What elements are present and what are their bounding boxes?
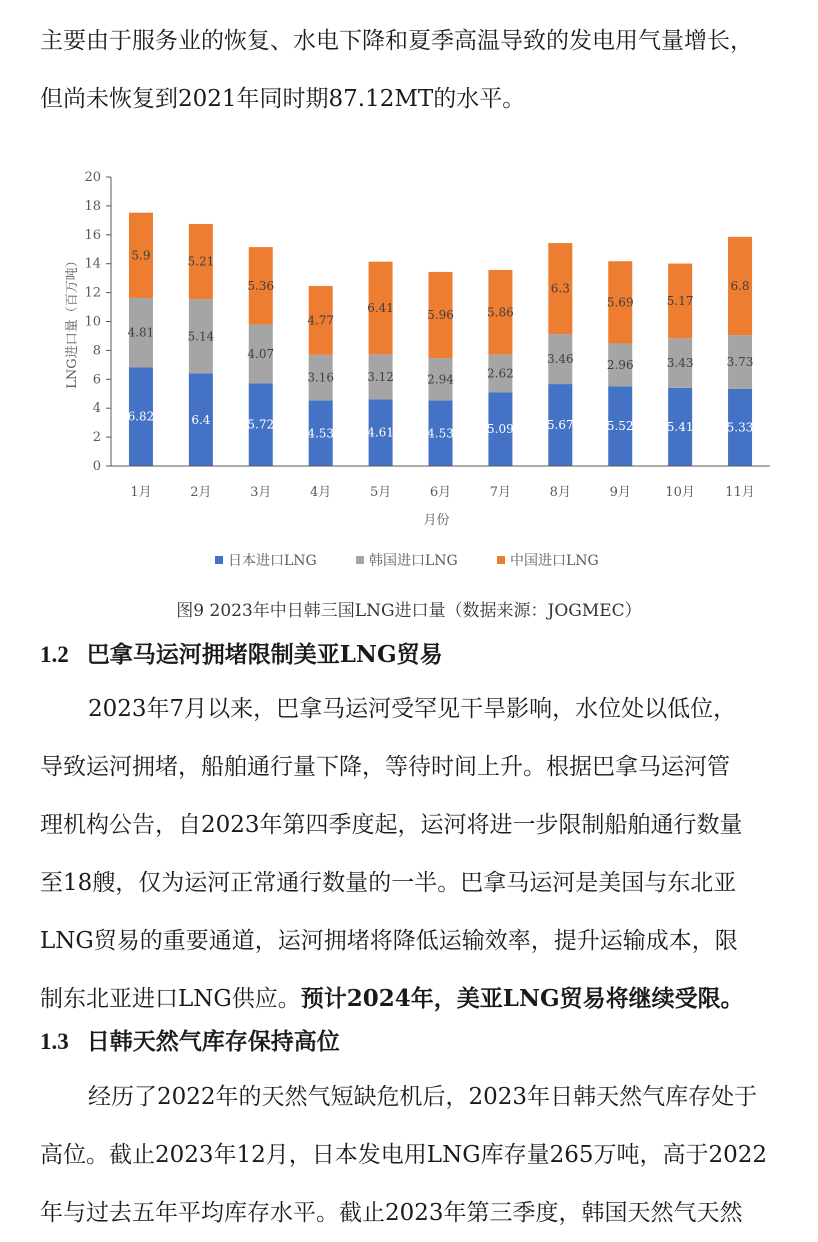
- data-label: 4.81: [127, 325, 155, 340]
- y-tick-label: 18: [84, 198, 101, 214]
- x-tick-label: 5月: [369, 485, 392, 500]
- section-1-2-heading: [40, 636, 443, 669]
- y-tick-label: 20: [84, 170, 101, 185]
- x-tick-label: 9月: [609, 485, 631, 500]
- data-label: 5.36: [247, 278, 275, 293]
- y-tick-label: 6: [92, 372, 101, 388]
- data-label: 5.67: [546, 418, 574, 433]
- section-1-2-line-2: 导致运河拥堵，船舶通行量下降，等待时间上升。根据巴拿马运河管: [40, 754, 730, 780]
- data-label: 6.8: [730, 278, 750, 293]
- data-label: 5.86: [487, 305, 514, 320]
- x-tick-label: 8月: [549, 485, 571, 500]
- legend-label: 中国进口LNG: [510, 553, 599, 569]
- data-label: 3.12: [367, 369, 394, 384]
- data-label: 4.61: [367, 425, 394, 440]
- legend-swatch: [497, 556, 505, 564]
- x-tick-label: 4月: [310, 485, 332, 500]
- section-1-3-paragraph: [40, 1068, 790, 1242]
- legend-label: 韩国进口LNG: [369, 553, 458, 569]
- data-label: 3.73: [726, 355, 754, 370]
- data-label: 4.07: [247, 346, 275, 361]
- y-tick-label: 2: [92, 430, 101, 446]
- data-label: 5.72: [247, 417, 275, 432]
- data-label: 5.69: [606, 295, 634, 310]
- y-tick-label: 8: [92, 343, 101, 359]
- data-label: 2.62: [487, 366, 514, 381]
- section-1-2-line-6-normal: 制东北亚进口LNG供应。: [40, 986, 301, 1012]
- y-tick-label: 12: [84, 285, 101, 301]
- section-1-2-paragraph: [40, 680, 790, 1028]
- x-tick-label: 7月: [489, 485, 512, 500]
- lng-import-chart: [0, 150, 818, 595]
- section-1-3-number: 1.3: [40, 1029, 69, 1054]
- data-label: 5.9: [131, 248, 151, 263]
- data-label: 3.43: [666, 356, 694, 371]
- section-1-2-line-4: 至18艘，仅为运河正常通行数量的一半。巴拿马运河是美国与东北亚: [40, 870, 737, 896]
- section-1-2-line-3: 理机构公告，自2023年第四季度起，运河将进一步限制船舶通行数量: [40, 812, 743, 838]
- section-1-3-heading: [40, 1023, 340, 1056]
- legend-label: 日本进口LNG: [228, 553, 317, 569]
- data-label: 5.09: [487, 422, 514, 437]
- x-tick-label: 10月: [665, 485, 695, 500]
- y-tick-label: 14: [84, 256, 101, 272]
- y-tick-label: 10: [84, 314, 101, 330]
- data-label: 5.33: [726, 420, 754, 435]
- y-tick-label: 4: [92, 401, 101, 417]
- intro-line-2: 但尚未恢复到2021年同时期87.12MT的水平。: [40, 86, 526, 112]
- x-axis-title: 月份: [423, 513, 450, 528]
- section-1-3-line-3: 年与过去五年平均库存水平。截止2023年第三季度，韩国天然气天然: [40, 1200, 743, 1226]
- data-label: 4.53: [307, 426, 335, 441]
- data-label: 2.94: [427, 372, 454, 387]
- data-label: 5.17: [666, 293, 694, 308]
- section-1-2-line-1: 2023年7月以来，巴拿马运河受罕见干旱影响，水位处以低位，: [88, 696, 737, 722]
- section-1-3-line-2: 高位。截止2023年12月，日本发电用LNG库存量265万吨，高于2022: [40, 1142, 768, 1168]
- x-tick-label: 1月: [130, 485, 152, 500]
- section-1-3-line-1: 经历了2022年的天然气短缺危机后，2023年日韩天然气库存处于: [88, 1084, 758, 1110]
- x-tick-label: 11月: [725, 485, 755, 500]
- data-label: 5.14: [187, 329, 215, 344]
- data-label: 6.82: [127, 409, 155, 424]
- y-axis-title: LNG进口量（百万吨）: [65, 254, 80, 389]
- legend-swatch: [215, 556, 223, 564]
- data-label: 5.21: [187, 254, 215, 269]
- data-label: 5.96: [427, 307, 454, 322]
- data-label: 6.41: [367, 300, 394, 315]
- section-1-2-line-5: LNG贸易的重要通道，运河拥堵将降低运输效率，提升运输成本，限: [40, 928, 738, 954]
- data-label: 3.46: [546, 352, 574, 367]
- figure-caption: 图9 2023年中日韩三国LNG进口量（数据来源：JOGMEC）: [176, 601, 642, 621]
- data-label: 4.77: [307, 313, 335, 328]
- y-tick-label: 0: [92, 459, 101, 474]
- data-label: 6.4: [191, 412, 211, 427]
- section-1-2-line-6: [40, 970, 790, 1028]
- section-1-2-number: 1.2: [40, 642, 69, 667]
- legend-swatch: [356, 556, 364, 564]
- y-tick-label: 16: [84, 227, 101, 243]
- data-label: 5.52: [606, 419, 634, 434]
- section-1-2-conclusion: 预计2024年，美亚LNG贸易将继续受限。: [300, 985, 744, 1012]
- data-label: 3.16: [307, 370, 335, 385]
- x-tick-label: 3月: [250, 485, 272, 500]
- data-label: 5.41: [666, 419, 694, 434]
- x-tick-label: 6月: [429, 485, 452, 500]
- section-1-2-title: 巴拿马运河拥堵限制美亚LNG贸易: [86, 641, 443, 668]
- data-label: 2.96: [606, 357, 634, 372]
- x-tick-label: 2月: [190, 485, 212, 500]
- intro-line-1: 主要由于服务业的恢复、水电下降和夏季高温导致的发电用气量增长，: [40, 28, 753, 54]
- intro-paragraph: [40, 12, 790, 128]
- section-1-3-title: 日韩天然气库存保持高位: [86, 1028, 340, 1055]
- data-label: 6.3: [550, 281, 570, 296]
- data-label: 4.53: [427, 426, 454, 441]
